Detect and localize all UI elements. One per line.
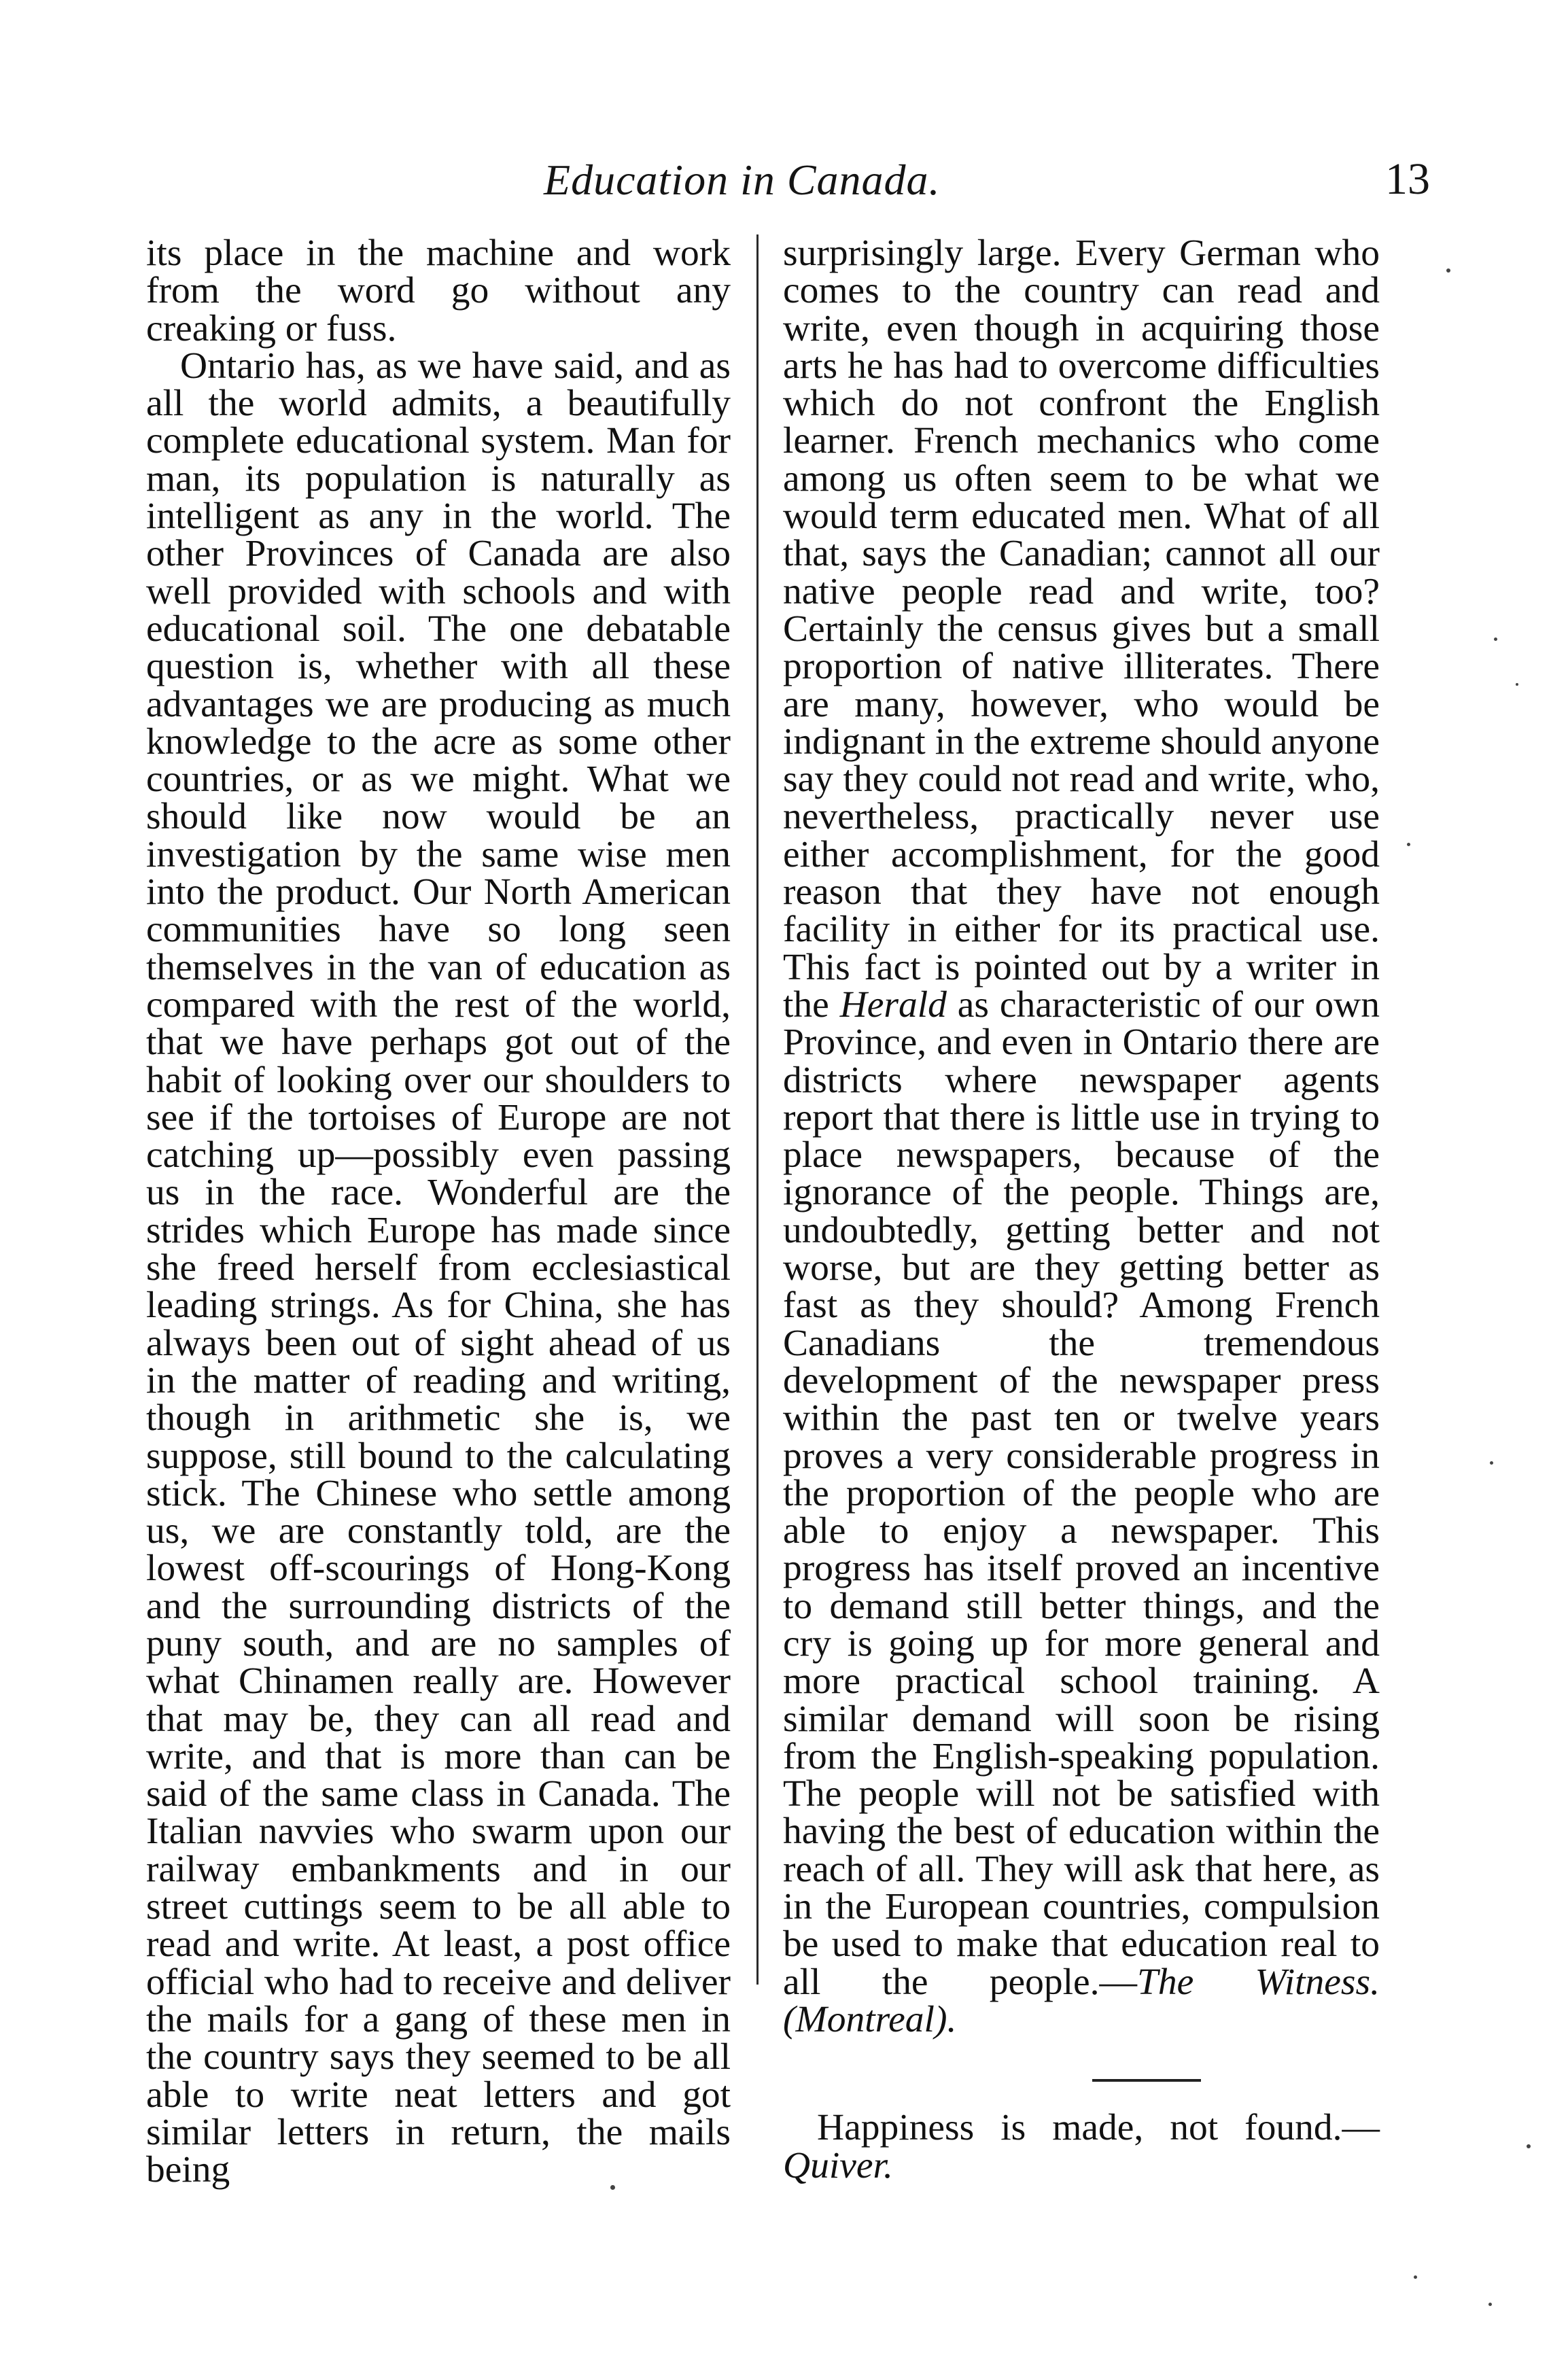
source-name: The Witness. (1137, 1961, 1380, 2003)
left-paragraph-1: its place in the machine and work from the word go without any creaking or fuss. (146, 232, 731, 349)
ink-speck (1527, 2144, 1531, 2148)
right-text-after-herald: as characteristic of our own Province, and even in Ontario there are districts where newspaper agents report that there is little use in trying to place newspapers, because of the ignorance of the people. Things are, undoubtedly, getting better and not worse, but are they getting better as fast as they should? Among French Canadians the tremendous development of the newspaper press within the past ten or twelve years proves a very considerable progress in the proportion of the people who are able to enjoy a newspaper. This progress has itself proved an incentive to demand still better things, and the cry is going up for more general and more practical school training. A similar demand will soon be rising from the English-speaking population. The people will not be satisfied with having the best of education within the reach of all. They will ask that here, as in the European countries, compulsion be used to make that education real to all the people.— (783, 983, 1380, 2003)
column-divider (756, 234, 759, 1985)
epigram-text: Happiness is made, not found.— (817, 2107, 1380, 2149)
ink-speck (1490, 1461, 1493, 1465)
ink-speck (1414, 2275, 1417, 2279)
right-column (783, 234, 1380, 2184)
source-place: (Montreal). (783, 1998, 957, 2040)
epigram (783, 2109, 1380, 2184)
ink-speck (610, 2185, 615, 2190)
running-title: Education in Canada. (544, 156, 941, 204)
ink-speck (1516, 683, 1518, 686)
herald-title: Herald (839, 983, 947, 1026)
ink-speck (1446, 268, 1450, 273)
right-text-before-herald: surprisingly large. Every German who comes to the country can read and write, even though in acquiring those arts he has had to overcome difficulties which do not confront the English learner. French mechanics who come among us often seem to be what we would term educated men. What of all that, says the Canadian; cannot all our native people read and write, too? Certainly the census gives but a small proportion of native illiterates. There are many, however, who would be indignant in the extreme should anyone say they could not read and write, who, nevertheless, practically never use either accomplishment, for the good reason that they have not enough facility in either for its practical use. This fact is pointed out by a writer in the (783, 232, 1380, 1026)
page-number: 13 (1385, 154, 1430, 204)
right-paragraph-1 (783, 234, 1380, 2038)
section-rule (1092, 2079, 1201, 2082)
left-column (146, 232, 731, 2191)
left-paragraph-2: Ontario has, as we have said, and as all the world admits, a beautifully complete educational system. Man for man, its population is naturally as intelligent as any in the world. The other Provinces of Canada are also well provided with schools and with educational soil. The one debatable question is, whether with all these advantages we are producing as much knowledge to the acre as some other countries, or as we might. What we should like now would be an investigation by the same wise men into the product. Our North American communities have so long seen themselves in the van of education as compared with the rest of the world, that we have perhaps got out of the habit of looking over our shoulders to see if the tortoises of Europe are not catching up—possibly even passing us in the race. Wonderful are the strides which Europe has made since she freed herself from ecclesiastical leading strings. As for China, she has always been out of sight ahead of us in the matter of reading and writing, though in arithmetic she is, we suppose, still bound to the calculating stick. The Chinese who settle among us, we are constantly told, are the lowest off-scourings of Hong-Kong and the surrounding districts of the puny south, and are no samples of what Chinamen really are. However that may be, they can all read and write, and that is more than can be said of the same class in Canada. The Italian navvies who swarm upon our railway embankments and in our street cuttings seem to be all able to read and write. At least, a post office official who had to receive and deliver the mails for a gang of these men in the country says they seemed to be all able to write neat letters and got similar letters in return, the mails being (146, 345, 731, 2191)
epigram-source: Quiver. (783, 2144, 893, 2186)
ink-speck (1494, 638, 1497, 641)
ink-speck (1488, 2303, 1492, 2306)
ink-speck (1407, 843, 1410, 846)
